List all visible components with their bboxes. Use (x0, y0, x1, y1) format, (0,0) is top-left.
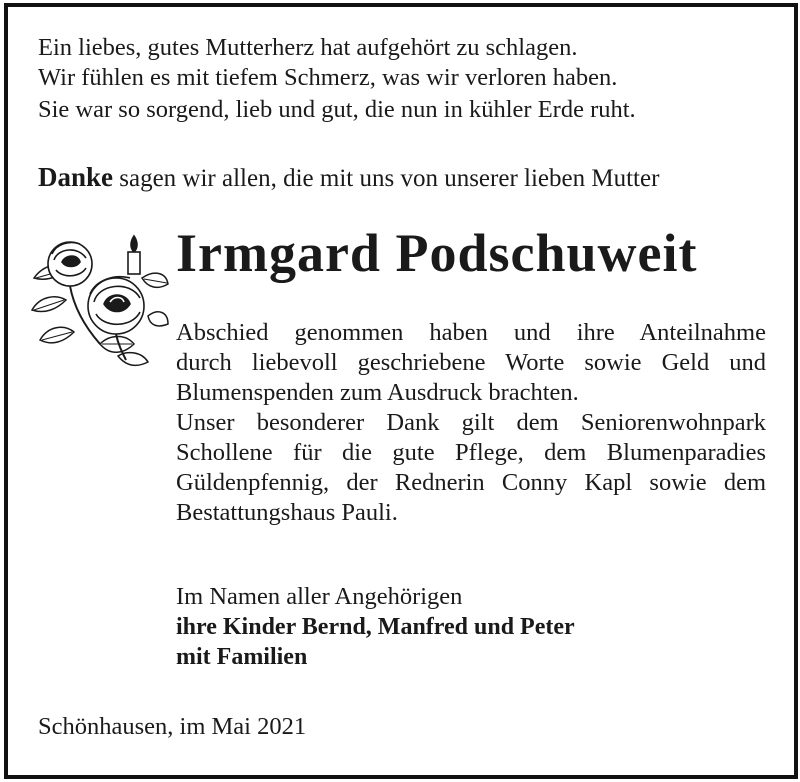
signature-family-line-1: ihre Kinder Bernd, Manfred und Peter (176, 614, 575, 640)
signature-family-line-2: mit Familien (176, 644, 308, 670)
poem-line-2: Wir fühlen es mit tiefem Schmerz, was wir verloren haben. (38, 64, 618, 91)
thanks-line (38, 162, 659, 194)
poem-line-1: Ein liebes, gutes Mutterherz hat aufgehört zu schlagen. (38, 34, 578, 61)
body-line-3: Blumenspenden zum Ausdruck brachten. (176, 379, 579, 406)
body-line-1: Abschied genommen haben und ihre Anteilnahme (176, 319, 766, 346)
body-line-4: Unser besonderer Dank gilt dem Seniorenwohnpark (176, 409, 766, 436)
signature-block (176, 582, 766, 672)
roses-and-candle-icon (30, 228, 170, 370)
thanks-body (176, 318, 766, 528)
thanks-bold-word: Danke (38, 162, 114, 192)
body-line-2: durch liebevoll geschriebene Worte sowie Geld und (176, 349, 766, 376)
signature-intro: Im Namen aller Angehörigen (176, 583, 463, 610)
deceased-name: Irmgard Podschuweit (176, 223, 698, 283)
body-line-5: Schollene für die gute Pflege, dem Blumenparadies (176, 439, 766, 466)
thanks-rest: sagen wir allen, die mit uns von unserer lieben Mutter (113, 165, 660, 192)
poem-line-3: Sie war so sorgend, lieb und gut, die nun in kühler Erde ruht. (38, 96, 636, 123)
body-line-7: Bestattungshaus Pauli. (176, 499, 398, 526)
place-and-date: Schönhausen, im Mai 2021 (38, 713, 307, 740)
body-line-6: Güldenpfennig, der Rednerin Conny Kapl sowie dem (176, 469, 766, 496)
